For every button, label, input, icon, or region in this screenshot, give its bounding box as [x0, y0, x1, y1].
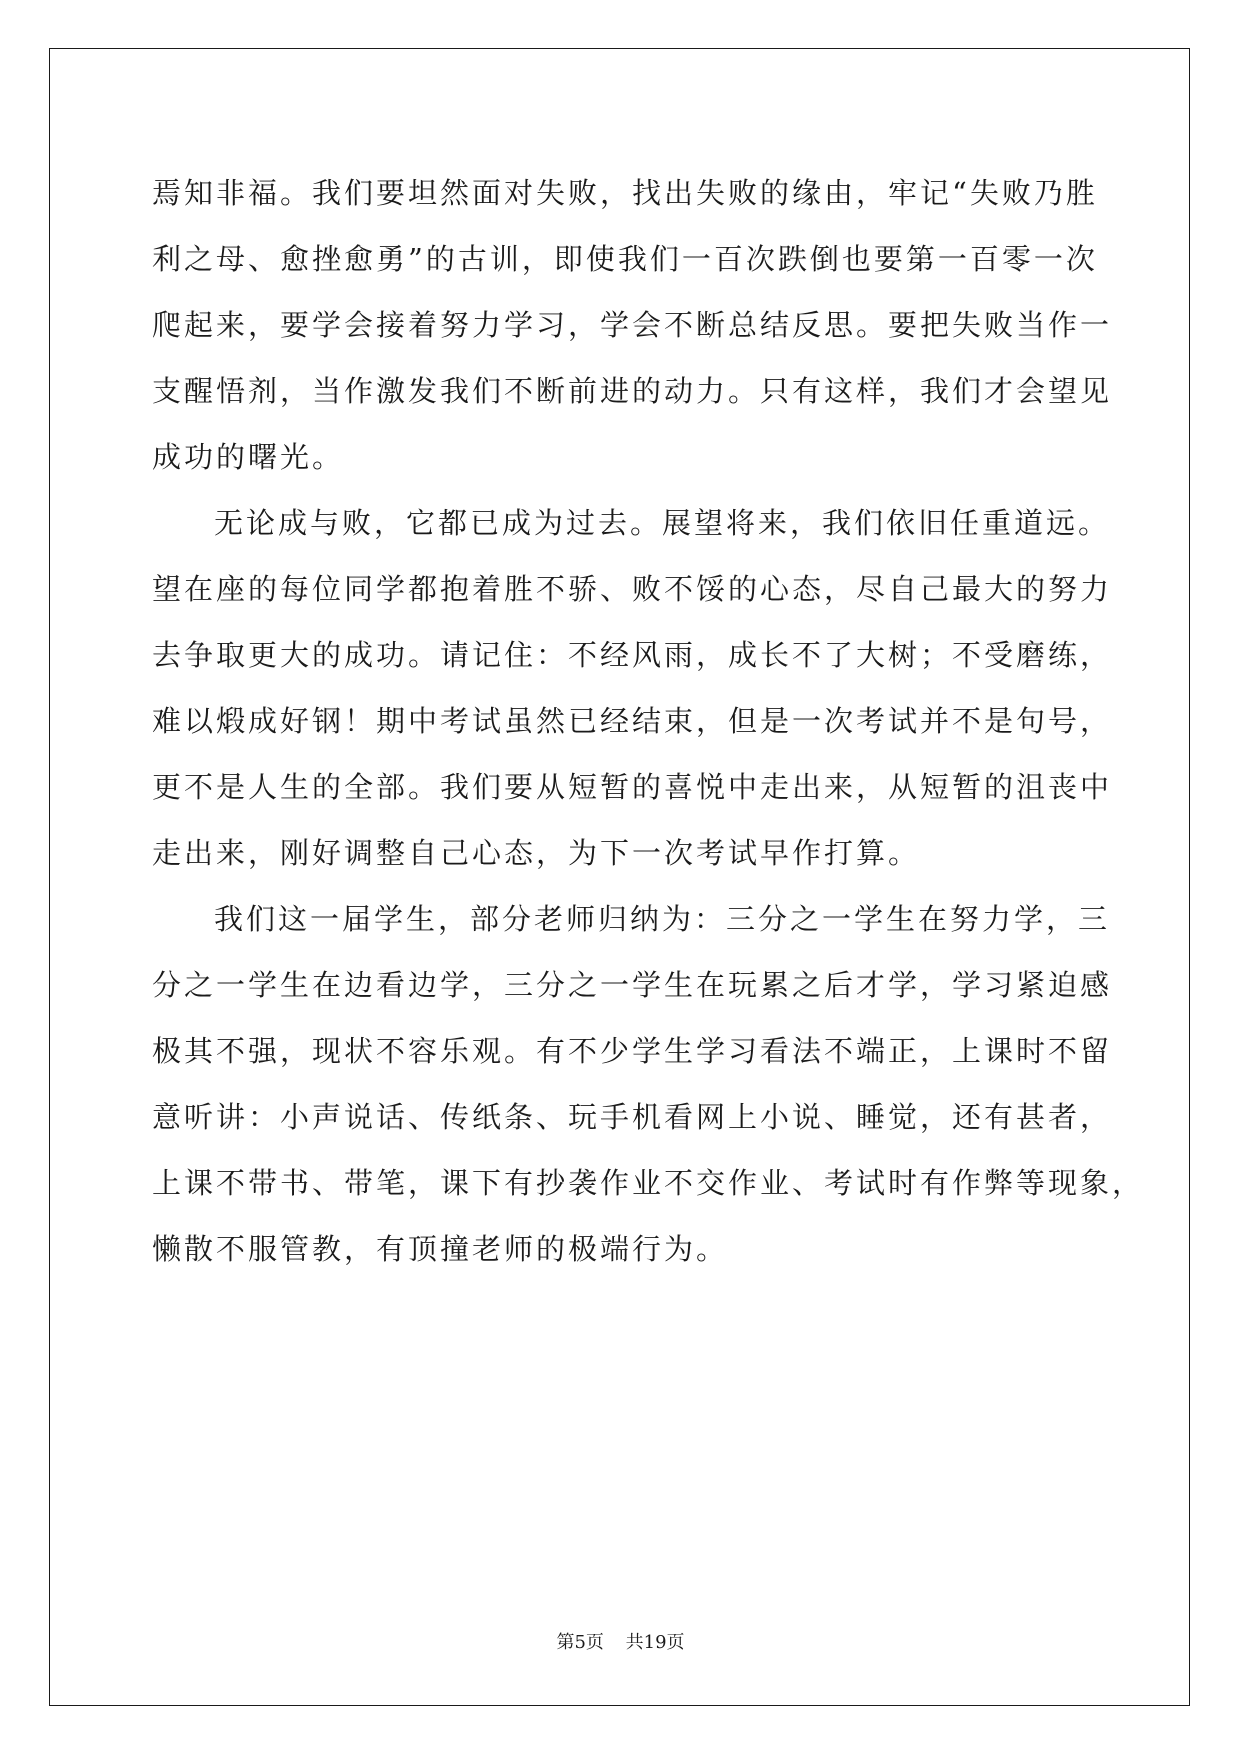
- text-line: 极其不强，现状不容乐观。有不少学生学习看法不端正，上课时不留: [152, 1034, 1113, 1068]
- text-line: 意听讲：小声说话、传纸条、玩手机看网上小说、睡觉，还有甚者，: [152, 1100, 1113, 1134]
- text-line: 更不是人生的全部。我们要从短暂的喜悦中走出来，从短暂的沮丧中: [152, 770, 1113, 804]
- page-footer: [0, 1628, 1241, 1654]
- text-line: 爬起来，要学会接着努力学习，学会不断总结反思。要把失败当作一: [152, 308, 1113, 342]
- text-line: 支醒悟剂，当作激发我们不断前进的动力。只有这样，我们才会望见: [152, 374, 1113, 408]
- text-line: 去争取更大的成功。请记住：不经风雨，成长不了大树；不受磨练，: [152, 638, 1113, 672]
- text-line: 难以煅成好钢！期中考试虽然已经结束，但是一次考试并不是句号，: [152, 704, 1113, 738]
- text-line: 焉知非福。我们要坦然面对失败，找出失败的缘由，牢记“失败乃胜: [152, 176, 1098, 210]
- text-line: 利之母、愈挫愈勇”的古训，即使我们一百次跌倒也要第一百零一次: [152, 242, 1098, 276]
- paragraph-start-line: 我们这一届学生，部分老师归纳为：三分之一学生在努力学，三: [214, 902, 1111, 936]
- text-line: 望在座的每位同学都抱着胜不骄、败不馁的心态，尽自己最大的努力: [152, 572, 1113, 606]
- text-line: 分之一学生在边看边学，三分之一学生在玩累之后才学，学习紧迫感: [152, 968, 1113, 1002]
- text-line: 懒散不服管教，有顶撞老师的极端行为。: [152, 1232, 729, 1266]
- text-line: 成功的曙光。: [152, 440, 345, 474]
- current-page-number: 第5页: [556, 1632, 604, 1653]
- document-body: [152, 160, 1145, 1282]
- text-line: 走出来，刚好调整自己心态，为下一次考试早作打算。: [152, 836, 921, 870]
- total-page-count: 共19页: [625, 1632, 685, 1653]
- text-line: 上课不带书、带笔，课下有抄袭作业不交作业、考试时有作弊等现象，: [152, 1166, 1145, 1200]
- paragraph-start-line: 无论成与败，它都已成为过去。展望将来，我们依旧任重道远。: [214, 506, 1111, 540]
